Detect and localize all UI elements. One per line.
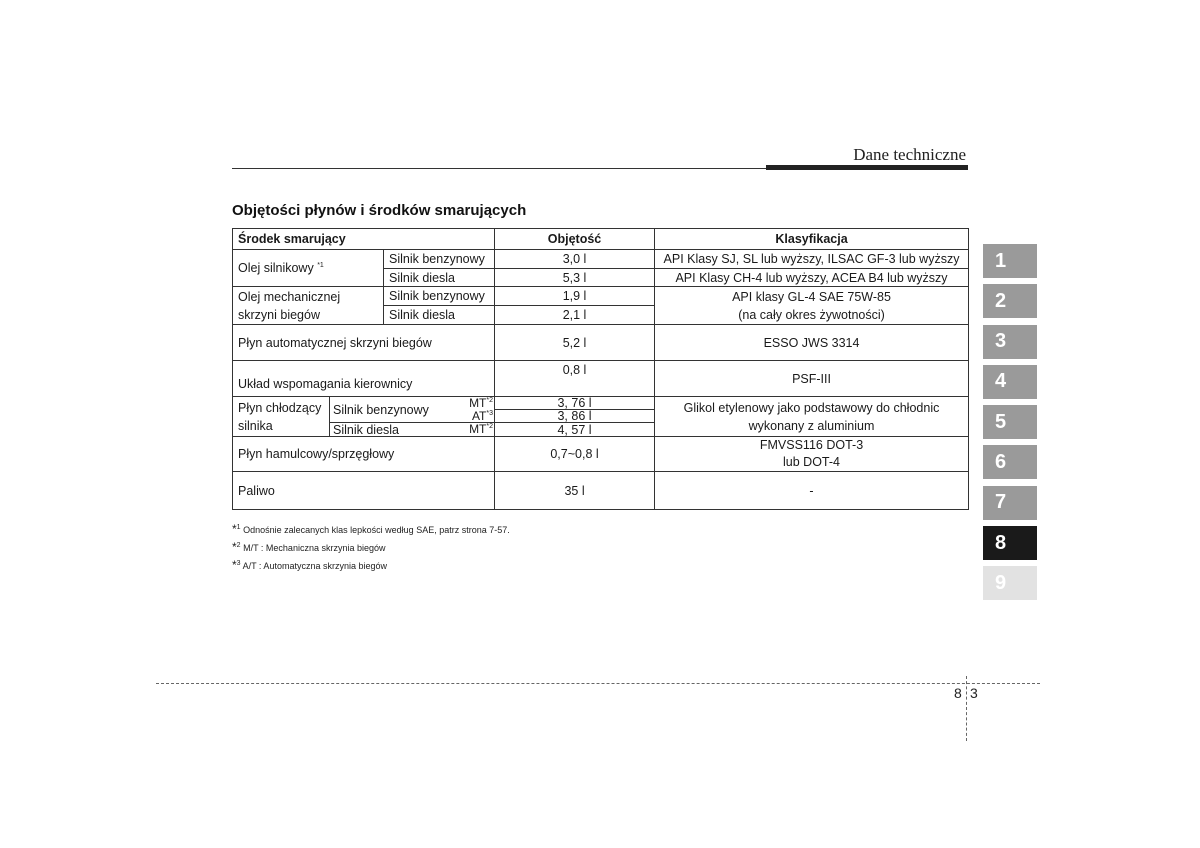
engine-type: Silnik diesla (384, 306, 495, 325)
table-row (233, 325, 969, 361)
classification-value: ESSO JWS 3314 (655, 325, 969, 361)
trans-type: AT$^{*3}$ (471, 409, 494, 423)
chapter-tab-7[interactable]: 7 (983, 486, 1037, 520)
volume-value: 0,8 l (495, 361, 655, 397)
chapter-tab-9[interactable]: 9 (983, 566, 1037, 600)
chapter-tab-4[interactable]: 4 (983, 365, 1037, 399)
class-line: (na cały okres żywotności) (738, 307, 885, 322)
footnote: *$^2$ M/T : Mechaniczna skrzynia biegów (232, 540, 386, 554)
class-line: API klasy GL-4 SAE 75W-85 (732, 289, 891, 304)
col-header-classification: Klasyfikacja (655, 229, 969, 250)
footnote-ref: *1 (317, 261, 324, 269)
chapter-tab-3[interactable]: 3 (983, 325, 1037, 359)
page-chapter: 8 (954, 685, 962, 701)
engine-type: Silnik diesla (330, 423, 495, 437)
classification-value: - (655, 472, 969, 510)
volume-value: 3,0 l (495, 250, 655, 269)
classification-value: API Klasy CH-4 lub wyższy, ACEA B4 lub wyższy (655, 269, 969, 287)
table-row (233, 250, 969, 269)
class-line: FMVSS116 DOT-3 (759, 438, 864, 452)
class-line: Glikol etylenowy jako podstawowy do chłodnic (683, 400, 940, 415)
engine-type: Silnik diesla (384, 269, 495, 287)
trans-type: MT$^{*2}$ (469, 396, 494, 410)
trans-type: MT$^{*2}$ (469, 422, 494, 436)
header-rule (232, 168, 766, 169)
fluids-table (232, 228, 969, 510)
footnote: *$^3$ A/T : Automatyczna skrzynia biegów (232, 558, 387, 572)
volume-value: 5,3 l (495, 269, 655, 287)
volume-value: 2,1 l (495, 306, 655, 325)
class-line: wykonany z aluminium (748, 418, 875, 433)
table-row (233, 287, 969, 306)
manual-trans-label (233, 287, 384, 325)
header-rule-thick (766, 165, 968, 170)
table-row (233, 397, 969, 410)
engine-oil-label: Olej silnikowy (238, 261, 314, 275)
volume-value (469, 396, 655, 410)
chapter-tabs (983, 244, 1037, 607)
volume-value: 0,7~0,8 l (495, 437, 655, 472)
coolant-label (233, 397, 330, 437)
col-header-lubricant: Środek smarujący (233, 229, 495, 250)
footnote: *$^1$ Odnośnie zalecanych klas lepkości według SAE, patrz strona 7-57. (232, 522, 510, 536)
section-title: Objętości płynów i środków smarujących (232, 202, 527, 219)
table-header-row (233, 229, 969, 250)
volume-text: 3, 86 l (557, 409, 592, 423)
chapter-tab-5[interactable]: 5 (983, 405, 1037, 439)
chapter-tab-1[interactable]: 1 (983, 244, 1037, 278)
volume-value (471, 409, 655, 423)
chapter-tab-6[interactable]: 6 (983, 445, 1037, 479)
label-line: Płyn chłodzący (238, 400, 322, 415)
fluid-label: Paliwo (233, 472, 495, 510)
chapter-tab-8[interactable]: 8 (983, 526, 1037, 560)
engine-type: Silnik benzynowy (384, 250, 495, 269)
footnotes (232, 522, 510, 576)
fluid-label: Płyn automatycznej skrzyni biegów (233, 325, 495, 361)
engine-type: Silnik benzynowy (384, 287, 495, 306)
classification-value (655, 287, 969, 325)
volume-value (469, 422, 655, 437)
engine-type: Silnik benzynowy (333, 402, 429, 417)
classification-value: API Klasy SJ, SL lub wyższy, ILSAC GF-3 lub wyższy (655, 250, 969, 269)
volume-value: 1,9 l (495, 287, 655, 306)
table-row (233, 361, 969, 397)
table-row (233, 472, 969, 510)
fluid-label: Płyn hamulcowy/sprzęgłowy (233, 437, 495, 472)
label-line: skrzyni biegów (238, 307, 320, 322)
classification-value (655, 437, 969, 472)
classification-value: PSF-III (655, 361, 969, 397)
engine-oil-label-cell (233, 250, 384, 287)
footer-rule (156, 683, 1040, 684)
page-number: 3 (970, 685, 978, 701)
volume-text: 4, 57 l (557, 422, 592, 437)
chapter-tab-2[interactable]: 2 (983, 284, 1037, 318)
volume-value: 35 l (495, 472, 655, 510)
table-row (233, 437, 969, 472)
col-header-volume: Objętość (495, 229, 655, 250)
header-section-title: Dane techniczne (853, 145, 966, 164)
volume-text: 3, 76 l (557, 396, 592, 410)
classification-value (655, 397, 969, 437)
fluid-label: Układ wspomagania kierownicy (233, 361, 495, 397)
label-line: Olej mechanicznej (238, 289, 341, 304)
volume-value: 5,2 l (495, 325, 655, 361)
footer-divider (966, 676, 967, 741)
label-line: silnika (238, 418, 273, 433)
class-line: lub DOT-4 (783, 455, 840, 469)
